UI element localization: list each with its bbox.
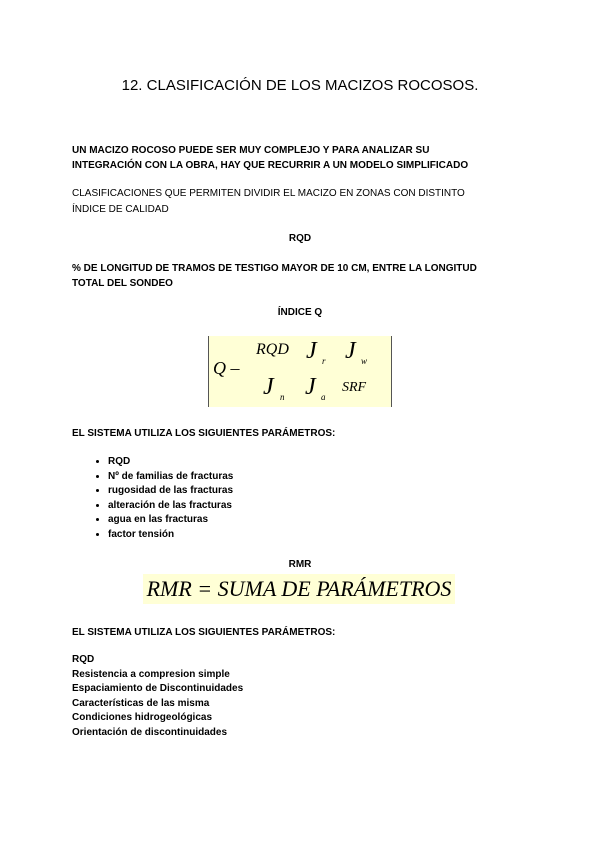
list-item: Orientación de discontinuidades [72,726,228,738]
q-jn: J [263,374,274,400]
list-item: RQD [72,654,95,665]
q-jw: J [345,338,356,364]
rqd-def-line-1: % DE LONGITUD DE TRAMOS DE TESTIGO MAYOR DE 10 CM, ENTRE LA LONGITUD [72,263,477,274]
q-jr: J [306,338,317,364]
q-rqd: RQD [256,341,289,358]
q-lhs: Q – [213,358,240,378]
rmr-heading: RMR [288,559,312,570]
q-ja-sub: a [321,392,326,402]
intro-line-1: UN MACIZO ROCOSO PUEDE SER MUY COMPLEJO Y PARA ANALIZAR SU [72,145,430,156]
list-item: • Nº de familias de fracturas [108,470,233,485]
rmr-params-heading: EL SISTEMA UTILIZA LOS SIGUIENTES PARÁMETROS: [72,627,336,638]
rqd-heading: RQD [288,233,312,244]
q-ja: J [305,374,316,400]
q-params-heading: EL SISTEMA UTILIZA LOS SIGUIENTES PARÁMETROS: [72,428,336,439]
classif-line-2: ÍNDICE DE CALIDAD [72,204,169,215]
q-jn-sub: n [280,392,285,402]
list-item: • rugosidad de las fracturas [108,484,233,499]
intro-line-2: INTEGRACIÓN CON LA OBRA, HAY QUE RECURRIR A UN MODELO SIMPLIFICADO [72,160,469,171]
rmr-params-list [72,653,243,741]
q-formula [208,336,392,407]
list-item: • alteración de las fracturas [108,499,233,514]
list-item: • agua en las fracturas [108,513,233,528]
classif-line-1: CLASIFICACIONES QUE PERMITEN DIVIDIR EL MACIZO EN ZONAS CON DISTINTO [72,188,465,199]
q-jw-sub: w [361,356,368,366]
list-item: • factor tensión [108,528,233,543]
q-jr-sub: r [322,356,326,366]
rmr-formula: RMR = SUMA DE PARÁMETROS [143,574,455,604]
list-item: Espaciamiento de Discontinuidades [72,683,244,695]
page-title: 12. CLASIFICACIÓN DE LOS MACIZOS ROCOSOS. [121,77,479,94]
list-item: Resistencia a compresion simple [72,668,230,680]
list-item: • RQD [108,455,233,470]
q-heading: ÍNDICE Q [277,307,323,318]
rqd-def-line-2: TOTAL DEL SONDEO [72,278,173,289]
q-srf: SRF [342,380,367,395]
list-item: Características de las misma [72,697,210,709]
q-params-list [72,455,233,543]
list-item: Condiciones hidrogeológicas [72,712,213,724]
